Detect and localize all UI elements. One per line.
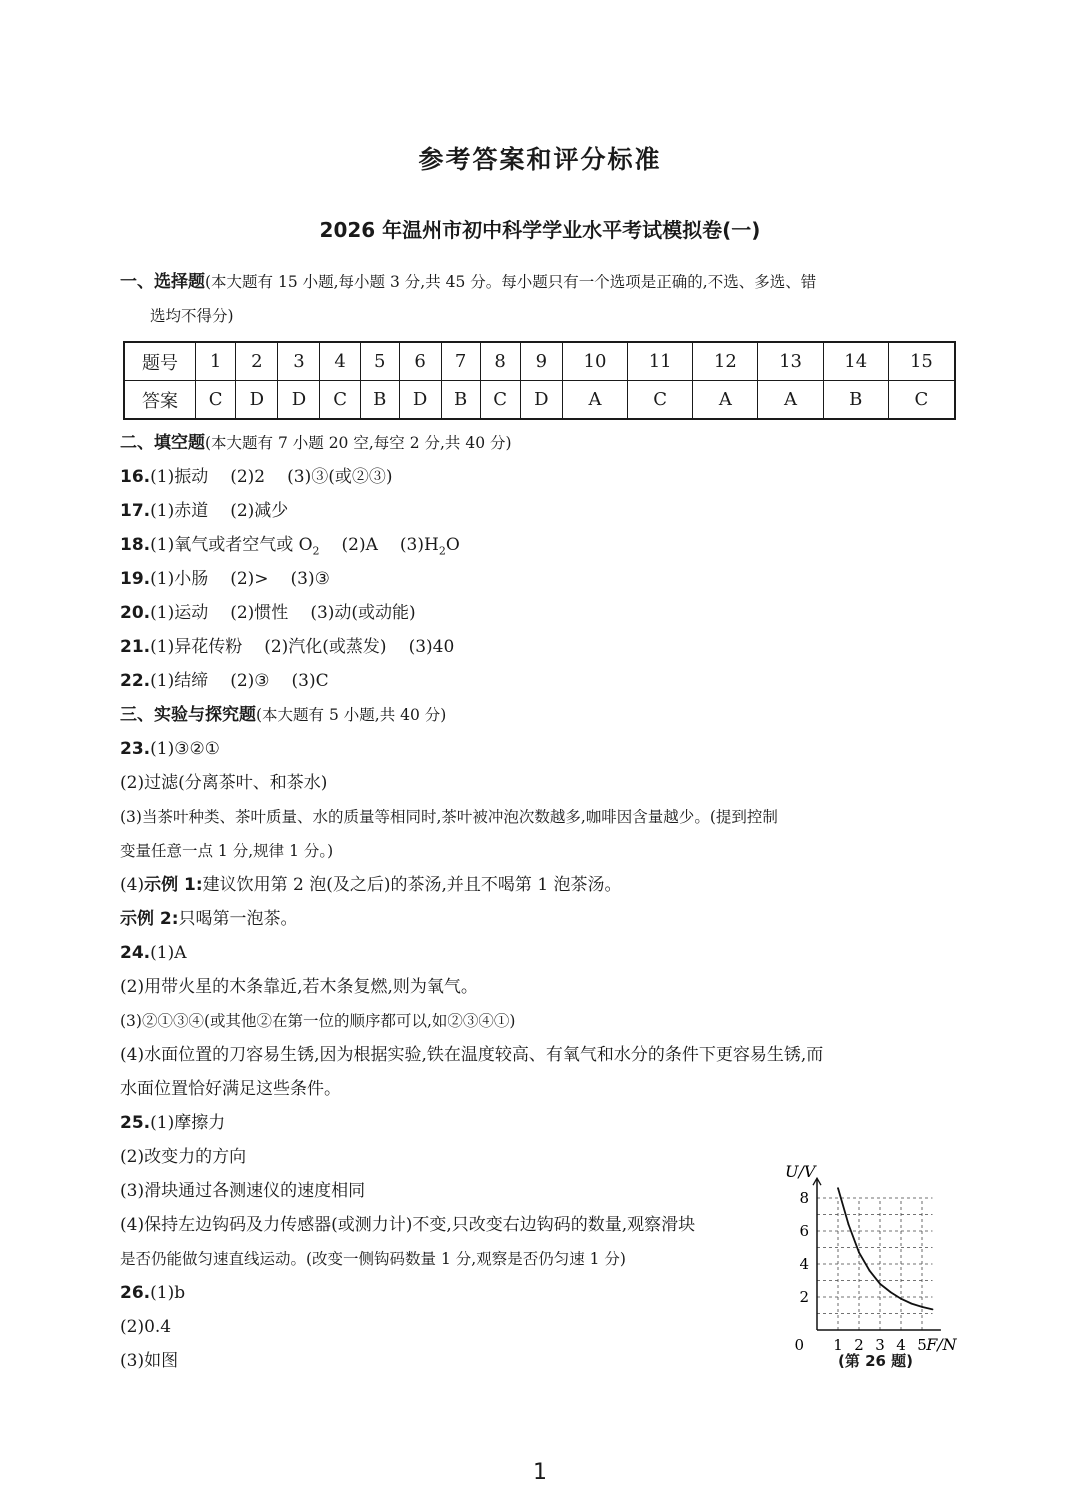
answer-19 xyxy=(120,562,965,596)
answer-part: (3)③(或②③) xyxy=(287,467,393,487)
table-cell: 15 xyxy=(888,342,955,381)
table-cell: 8 xyxy=(480,342,520,381)
data-point xyxy=(869,1270,871,1272)
answer-part: 只喝第一泡茶。 xyxy=(178,909,298,929)
page-title: 参考答案和评分标准 xyxy=(418,145,662,174)
data-point xyxy=(921,1306,923,1308)
section-1-heading xyxy=(120,265,965,299)
question-number: 16. xyxy=(120,467,151,487)
section-2-heading xyxy=(120,426,965,460)
table-cell: A xyxy=(693,381,758,420)
answer-part: (2)> xyxy=(230,569,269,589)
answer-25-2: (2)改变力的方向 xyxy=(120,1147,247,1167)
origin-label: 0 xyxy=(794,1336,804,1352)
table-cell: A xyxy=(758,381,823,420)
table-cell: 2 xyxy=(236,342,278,381)
answer-part: (1)振动 xyxy=(150,467,209,487)
table-cell: 13 xyxy=(758,342,823,381)
question-number: 19. xyxy=(120,569,151,589)
table-cell: 7 xyxy=(441,342,480,381)
table-cell: 9 xyxy=(520,342,562,381)
data-point xyxy=(900,1298,902,1300)
answer-16 xyxy=(120,460,965,494)
section-1-title: 一、选择题 xyxy=(120,272,205,292)
table-cell: C xyxy=(196,381,236,420)
x-tick-label: 3 xyxy=(875,1336,885,1352)
answer-22 xyxy=(120,664,965,698)
page-number: 1 xyxy=(533,1460,547,1485)
y-tick-label: 8 xyxy=(799,1189,809,1207)
x-tick-label: 1 xyxy=(833,1336,843,1352)
answer-part: (4) xyxy=(120,875,145,895)
table-cell: D xyxy=(399,381,441,420)
answer-23-1 xyxy=(120,732,965,766)
data-point xyxy=(848,1224,850,1226)
answer-part: (2)③ xyxy=(230,671,270,691)
table-cell: D xyxy=(236,381,278,420)
answer-17 xyxy=(120,494,965,528)
table-cell: 5 xyxy=(360,342,399,381)
table-cell: D xyxy=(520,381,562,420)
answer-part: (2)A xyxy=(341,535,378,555)
section-3-note: (本大题有 5 小题,共 40 分) xyxy=(256,706,447,724)
exam-subtitle: 2026 年温州市初中科学学业水平考试模拟卷(一) xyxy=(319,218,761,242)
table-row-answers xyxy=(124,381,955,420)
question-number: 18. xyxy=(120,535,151,555)
y-axis-label: U/V xyxy=(785,1162,816,1182)
answer-23-4 xyxy=(120,868,965,902)
table-cell: C xyxy=(628,381,693,420)
question-number: 21. xyxy=(120,637,151,657)
answer-25-4-cont: 是否仍能做匀速直线运动。(改变一侧钩码数量 1 分,观察是否仍匀速 1 分) xyxy=(120,1250,626,1268)
table-cell: 4 xyxy=(320,342,360,381)
data-point xyxy=(932,1308,934,1310)
section-1-note-cont: 选均不得分) xyxy=(150,307,234,325)
data-point xyxy=(837,1187,839,1189)
table-cell: 1 xyxy=(196,342,236,381)
section-2-title: 二、填空题 xyxy=(120,433,205,453)
table-cell: 10 xyxy=(562,342,627,381)
answer-25-1 xyxy=(120,1106,965,1140)
answer-part: (1)结缔 xyxy=(150,671,209,691)
section-2-note: (本大题有 7 小题 20 空,每空 2 分,共 40 分) xyxy=(205,434,512,452)
table-cell: B xyxy=(823,381,888,420)
answer-24-2: (2)用带火星的木条靠近,若木条复燃,则为氧气。 xyxy=(120,977,478,997)
answer-part: (1)运动 xyxy=(150,603,209,623)
question-number: 24. xyxy=(120,943,151,963)
answer-26-3: (3)如图 xyxy=(120,1351,179,1371)
answer-21 xyxy=(120,630,965,664)
graph-svg xyxy=(775,1152,975,1352)
answer-part: (3)③ xyxy=(290,569,330,589)
answer-23-3-cont: 变量任意一点 1 分,规律 1 分。) xyxy=(120,842,334,860)
answer-part: (1)异花传粉 xyxy=(150,637,243,657)
answer-24-4: (4)水面位置的刀容易生锈,因为根据实验,铁在温度较高、有氧气和水分的条件下更容易生锈,而 xyxy=(120,1045,824,1065)
answer-26-2: (2)0.4 xyxy=(120,1317,172,1337)
answer-part: (1)摩擦力 xyxy=(150,1113,226,1133)
table-cell: 12 xyxy=(693,342,758,381)
section-3-title: 三、实验与探究题 xyxy=(120,705,256,725)
data-point xyxy=(879,1283,881,1285)
example-label: 示例 1: xyxy=(144,875,203,895)
answer-23-4-example2 xyxy=(120,902,965,936)
y-tick-label: 4 xyxy=(799,1255,809,1273)
answer-part: (3)动(或动能) xyxy=(310,603,416,623)
question-number: 20. xyxy=(120,603,151,623)
table-cell: 14 xyxy=(823,342,888,381)
question-number: 22. xyxy=(120,671,151,691)
answer-part: (2)减少 xyxy=(230,501,289,521)
answer-part: (1)③②① xyxy=(150,739,220,759)
answer-23-2: (2)过滤(分离茶叶、和茶水) xyxy=(120,773,328,793)
example-label: 示例 2: xyxy=(120,909,179,929)
question-number: 25. xyxy=(120,1113,151,1133)
section-1-note: (本大题有 15 小题,每小题 3 分,共 45 分。每小题只有一个选项是正确的,不选、多选、错 xyxy=(205,273,817,291)
answer-18 xyxy=(120,528,965,562)
question-number: 17. xyxy=(120,501,151,521)
answer-25-3: (3)滑块通过各测速仪的速度相同 xyxy=(120,1181,366,1201)
y-tick-label: 6 xyxy=(799,1222,809,1240)
data-point xyxy=(890,1291,892,1293)
answer-24-3: (3)②①③④(或其他②在第一位的顺序都可以,如②③④①) xyxy=(120,1012,516,1030)
table-cell: C xyxy=(888,381,955,420)
answer-part: (1)小肠 xyxy=(150,569,209,589)
subscript: 2 xyxy=(438,544,446,558)
question-number: 23. xyxy=(120,739,151,759)
table-cell: B xyxy=(441,381,480,420)
answer-part: (1)赤道 xyxy=(150,501,209,521)
answer-part: (3)40 xyxy=(408,637,455,657)
answer-part: (3)C xyxy=(291,671,329,691)
table-header-answer: 答案 xyxy=(124,381,196,420)
table-cell: C xyxy=(320,381,360,420)
table-cell: 11 xyxy=(628,342,693,381)
answer-part: (2)2 xyxy=(230,467,266,487)
answer-part: (1)A xyxy=(150,943,187,963)
table-cell: B xyxy=(360,381,399,420)
answer-25-4: (4)保持左边钩码及力传感器(或测力计)不变,只改变右边钩码的数量,观察滑块 xyxy=(120,1215,696,1235)
data-point xyxy=(858,1252,860,1254)
table-cell: D xyxy=(278,381,320,420)
table-cell: 6 xyxy=(399,342,441,381)
answer-part: (2)汽化(或蒸发) xyxy=(264,637,387,657)
data-point xyxy=(911,1303,913,1305)
figure-caption: (第 26 题) xyxy=(838,1352,914,1370)
table-cell: C xyxy=(480,381,520,420)
x-tick-label: 2 xyxy=(854,1336,864,1352)
answer-part: (1)b xyxy=(150,1283,186,1303)
table-cell: 3 xyxy=(278,342,320,381)
table-row-question-numbers xyxy=(124,342,955,381)
table-header-question: 题号 xyxy=(124,342,196,381)
question-number: 26. xyxy=(120,1283,151,1303)
table-cell: A xyxy=(562,381,627,420)
y-tick-label: 2 xyxy=(799,1288,809,1306)
x-tick-label: 5 xyxy=(917,1336,927,1352)
answer-part: (2)惯性 xyxy=(230,603,289,623)
answer-part: O xyxy=(445,535,460,555)
voltage-force-graph xyxy=(775,1152,975,1377)
multiple-choice-answer-table xyxy=(123,341,956,420)
answer-part: (3)H xyxy=(399,535,439,555)
answer-23-3: (3)当茶叶种类、茶叶质量、水的质量等相同时,茶叶被冲泡次数越多,咖啡因含量越少。(提到控制 xyxy=(120,808,778,826)
answer-24-1 xyxy=(120,936,965,970)
answer-part: (1)氧气或者空气或 O xyxy=(150,535,313,555)
subscript: 2 xyxy=(312,544,320,558)
x-tick-label: 4 xyxy=(896,1336,906,1352)
answer-part: 建议饮用第 2 泡(及之后)的茶汤,并且不喝第 1 泡茶汤。 xyxy=(202,875,622,895)
section-3-heading xyxy=(120,698,965,732)
answer-24-4-cont: 水面位置恰好满足这些条件。 xyxy=(120,1079,341,1099)
x-axis-label: F/N xyxy=(926,1335,957,1352)
data-curve xyxy=(838,1188,933,1309)
answer-20 xyxy=(120,596,965,630)
